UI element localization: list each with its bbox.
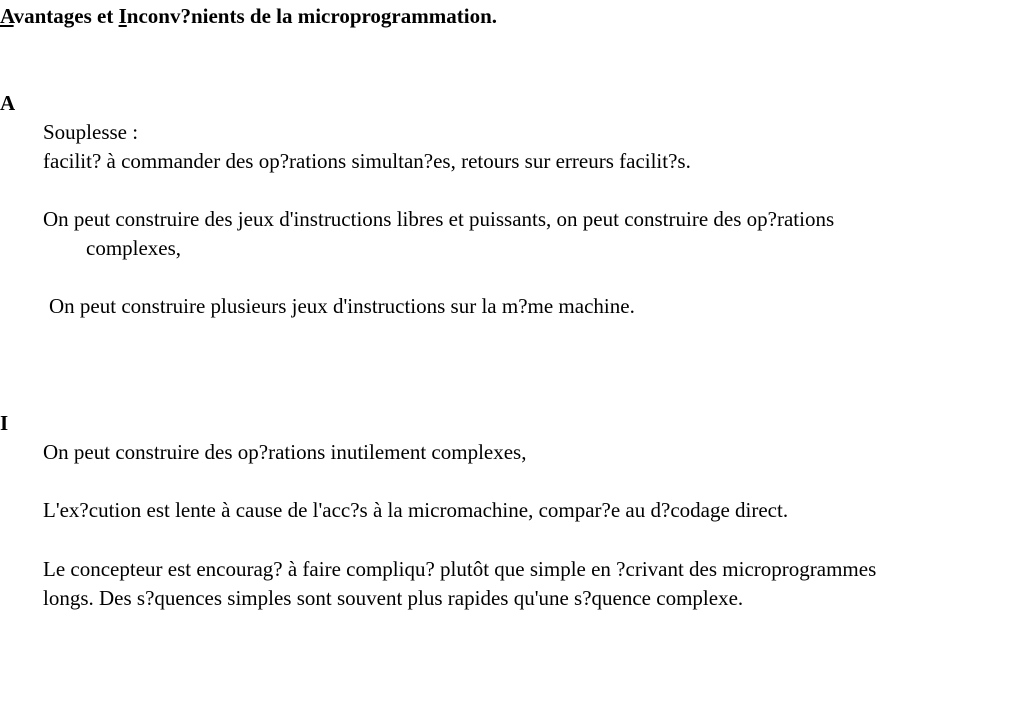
disadvantage-line: longs. Des s?quences simples sont souvent plus rapides qu'une s?quence complexe. [43, 586, 744, 610]
disadvantages-heading: I [0, 411, 9, 435]
advantage-line: Souplesse : [43, 120, 139, 144]
advantage-line-continuation: complexes, [86, 236, 182, 260]
advantage-line: On peut construire plusieurs jeux d'instructions sur la m?me machine. [49, 294, 635, 318]
title-initial-a: A [0, 4, 14, 28]
disadvantage-line: On peut construire des op?rations inutilement complexes, [43, 440, 527, 464]
advantage-line: On peut construire des jeux d'instructions libres et puissants, on peut construire des op?rations [43, 207, 835, 231]
title-text-part2: nconv?nients de la microprogrammation. [126, 4, 497, 28]
title-initial-i: I [118, 4, 127, 28]
disadvantage-line: Le concepteur est encourag? à faire compliqu? plutôt que simple en ?crivant des microprogrammes [43, 557, 877, 581]
title-text-part1: vantages et [13, 4, 119, 28]
advantage-line: facilit? à commander des op?rations simultan?es, retours sur erreurs facilit?s. [43, 149, 691, 173]
advantages-heading: A [0, 91, 16, 115]
page-title [0, 4, 497, 29]
disadvantage-line: L'ex?cution est lente à cause de l'acc?s à la micromachine, compar?e au d?codage direct. [43, 498, 789, 522]
